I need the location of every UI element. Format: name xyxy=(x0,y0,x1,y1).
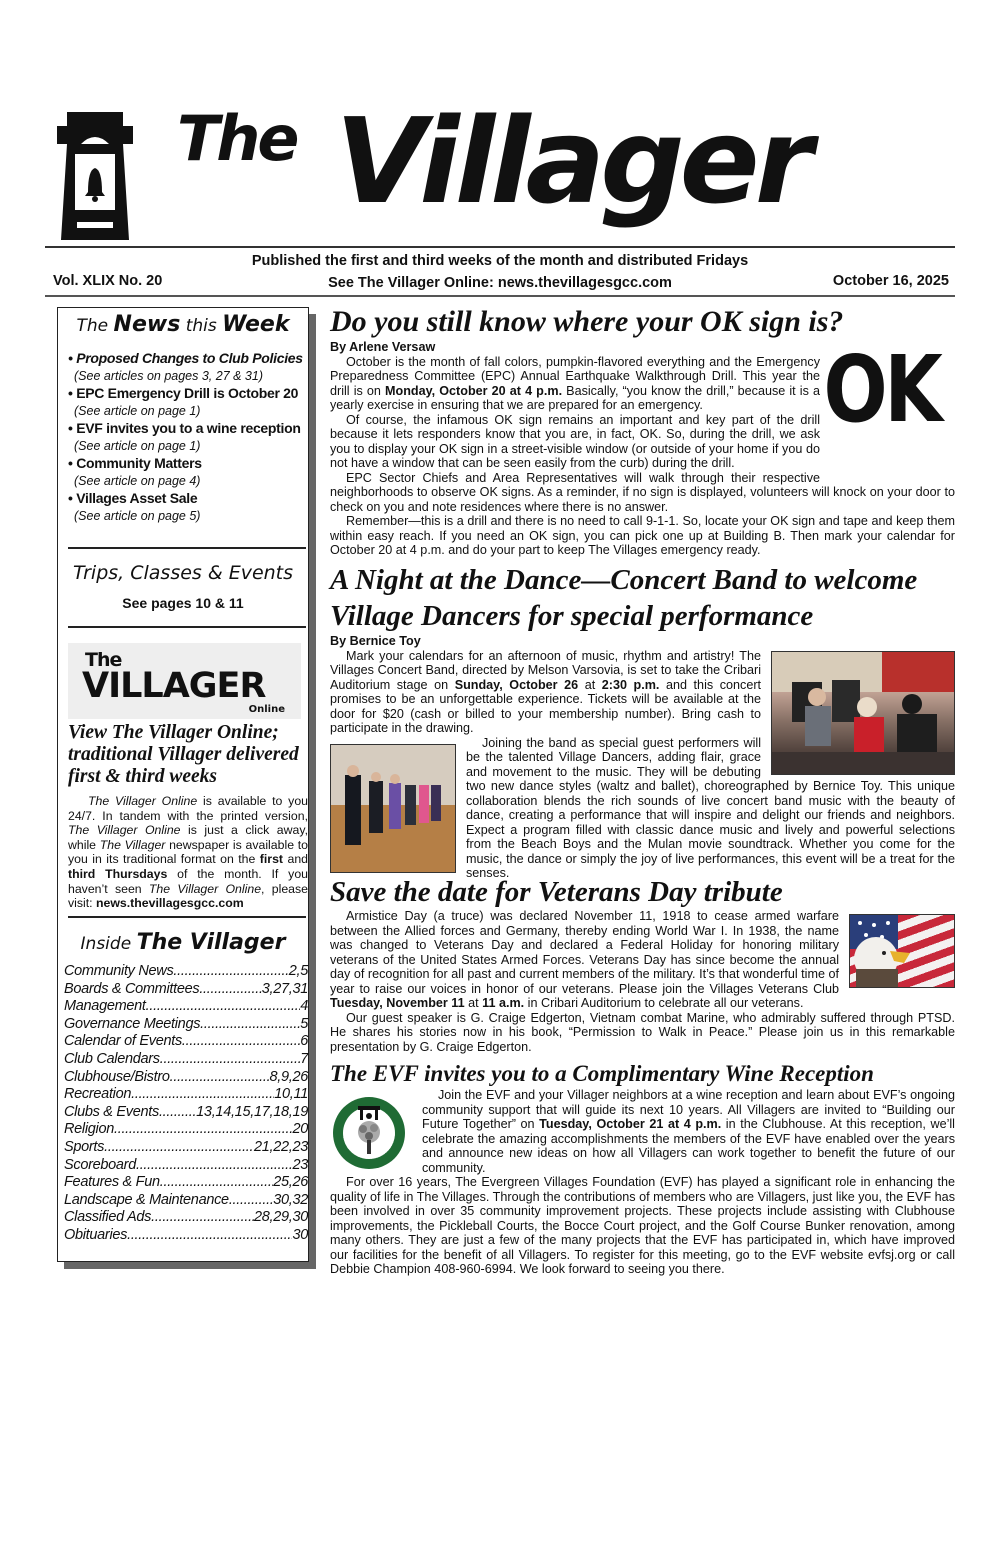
sidebar-box xyxy=(57,307,309,1262)
toc-row[interactable]: Club Calendars ..... 7 xyxy=(64,1051,308,1069)
toc-row[interactable]: Sports ..... 21,22,23 xyxy=(64,1139,308,1157)
article-night-at-the-dance xyxy=(330,562,955,881)
masthead-rule-bottom xyxy=(45,295,955,297)
publication-note: Published the first and third weeks of the month and distributed Fridays xyxy=(251,253,749,269)
sidebar-divider xyxy=(68,626,306,628)
online-body: The Villager Online is available to you 24/7. In tandem with the printed version, The Villager Online is just a click away, while The Villager newspaper is available to you in its traditional format on the first and third Thursdays of the month. If you haven’t seen The Villager Online, please visit: news.thevillagesgcc.com xyxy=(68,794,309,911)
article-body: October is the month of fall colors, pumpkin-flavored everything and the Emergency Preparedness Committee (EPC) Annual Earthquake Walkthrough Drill. This year the drill is on Monday, October 20 at 4 p.m. Basically, “you know the drill,” because it is a yearly exercise in ensuring that we are prepared for an emergency. Of course, the infamous OK sign remains an important and key part of the drill because it lets responders know that you are, in fact, OK. So, during the drill, we ask you to display your OK sign in a street-visible window (or outside of your home if you do not have a window that can be seen easily from the curb) during the drill. EPC Sector Chiefs and Area Representatives will walk through their respective neighborhoods to observe OK signs. As a reminder, if no sign is displayed, volunteers will knock on your door to check on you and note residences where there is no answer. Remember—this is a drill and there is no need to call 9-1-1. So, locate your OK sign and tape and keep them within easy reach. If you need an OK sign, you can pick one up at Building B. Then mark your calendar for October 20 at 4 p.m. and do your part to keep The Villages emergency ready. xyxy=(330,354,955,557)
svg-text:THE EVERGREEN VILLAGES FOUNDAT: THE EVERGREEN VILLAGES FOU xyxy=(341,1132,398,1162)
article-ok-sign xyxy=(330,304,955,558)
article-headline[interactable]: A Night at the Dance—Concert Band to welcome Village Dancers for special performance xyxy=(330,564,918,632)
bell-tower-logo-icon xyxy=(45,112,163,240)
info-bar xyxy=(45,250,955,294)
news-item-ref: (See articles on pages 3, 27 & 31) xyxy=(74,369,264,383)
concert-band-photo-art xyxy=(772,652,954,774)
news-this-week-heading: The News this Week xyxy=(76,312,290,337)
toc-row[interactable]: Features & Fun ..... 25,26 xyxy=(64,1174,308,1192)
volume-number: Vol. XLIX No. 20 xyxy=(53,273,163,289)
news-item-ref: (See article on page 1) xyxy=(74,439,201,453)
toc-row[interactable]: Management ..... 4 xyxy=(64,998,308,1016)
masthead-the: The xyxy=(177,102,297,175)
toc-row[interactable]: Religion ..... 20 xyxy=(64,1121,308,1139)
news-item-ref: (See article on page 5) xyxy=(74,509,201,523)
concert-band-photo xyxy=(771,651,955,775)
toc-row[interactable]: Classified Ads ..... 28,29,30 xyxy=(64,1209,308,1227)
news-item-title[interactable]: • Proposed Changes to Club Policies xyxy=(68,350,303,366)
table-of-contents xyxy=(64,963,308,1245)
article-headline[interactable]: Do you still know where your OK sign is? xyxy=(330,305,844,338)
trips-heading: Trips, Classes & Events xyxy=(72,562,294,584)
online-heading: View The Villager Online; traditional Villager delivered first & third weeks xyxy=(68,722,299,787)
eagle-flag-photo-art xyxy=(850,915,954,987)
article-body: THE EVERGREEN VILLAGES FOU Join the EVF and your Villager neighbors at a wine reception and learn about EVF’s ongoing community support that will guide its next 10 years. All Villagers are invited to “Building our Future Together” on Tuesday, October 21 at 4 p.m. in the Clubhouse. At this reception, we’ll celebrate the amazing accomplishments the members of the EVF have enabled over the years and announce new ideas on how all Villagers can work together to benefit the future of our community. For over 16 years, The Evergreen Villages Foundation (EVF) has played a significant role in enhancing the quality of life in The Villages. Through the contributions of members who are Villagers, just like you, the EVF has been involved in over 35 community improvement projects. These projects include assisting with Clubhouse improvements, the Pickleball Courts, the Bocce Court project, and the Golf Course Bunker renovation, among many others. They are just a few of the many projects that the EVF has participated in, which have improved our facilities for the benefit of all Villagers. To register for this meeting, go to the EVF website evfsj.org or call Debbie Champion 408-960-6994. We look forward to seeing you there. xyxy=(330,1088,955,1276)
toc-row[interactable]: Clubhouse/Bistro ..... 8,9,26 xyxy=(64,1069,308,1087)
news-item-title[interactable]: • Community Matters xyxy=(68,455,202,471)
sidebar-divider xyxy=(68,547,306,549)
news-item-title[interactable]: • EPC Emergency Drill is October 20 xyxy=(68,385,299,401)
toc-row[interactable]: Governance Meetings ..... 5 xyxy=(64,1016,308,1034)
toc-row[interactable]: Clubs & Events ..... 13,14,15,17,18,19 xyxy=(64,1104,308,1122)
village-dancers-photo-art xyxy=(331,745,455,872)
article-byline: By Arlene Versaw xyxy=(330,340,436,354)
news-item-ref: (See article on page 4) xyxy=(74,474,201,488)
online-note: See The Villager Online: news.thevillagesgcc.com xyxy=(328,275,672,291)
villager-online-logo[interactable]: The VILLAGER Online xyxy=(68,643,301,719)
toc-row[interactable]: Calendar of Events ..... 6 xyxy=(64,1033,308,1051)
article-body: Mark your calendars for an afternoon of music, rhythm and artistry! The Villages Concert Band, directed by Melson Varsovia, is set to take the Cribari Auditorium stage on Sunday, October 26 at 2:30 p.m. and this concert promises to be an unforgettable experience. Tickets will be available at the door for $20 (cash or billed to your membership number). Bring cash to participate in the drawing. Joining the band as special guest performers will be the talented Village Dancers, adding flair, grace and movement to the music. They will be debuting two new dance styles (waltz and ballet), choreographed by Bernice Toy. This unique collaboration blends the rich sounds of live concert band music with the beauty of dance, creating a performance that will inspire and delight our friends and neighbors. Expect a program filled with classic dance music and lively and powerful selections from the Beach Boys and the Mulan movie soundtrack. Whether you come for the music, the dance or simply the joy of live performances, this event will be a treat for the senses. xyxy=(330,648,955,880)
evf-foundation-logo-icon xyxy=(332,1096,406,1170)
toc-row[interactable]: Landscape & Maintenance ..... 30,32 xyxy=(64,1192,308,1210)
news-list xyxy=(68,350,308,525)
inside-heading: Inside The Villager xyxy=(80,930,286,955)
article-veterans-day xyxy=(330,875,955,1054)
toc-row[interactable]: Boards & Committees ..... 3,27,31 xyxy=(64,981,308,999)
toc-row[interactable]: Community News ..... 2,5 xyxy=(64,963,308,981)
sidebar-divider xyxy=(68,916,306,918)
toc-row[interactable]: Scoreboard ..... 23 xyxy=(64,1157,308,1175)
article-headline[interactable]: The EVF invites you to a Complimentary Wine Reception xyxy=(330,1061,874,1086)
article-evf-wine-reception xyxy=(330,1060,955,1277)
news-item-title[interactable]: • Villages Asset Sale xyxy=(68,490,198,506)
article-byline: By Bernice Toy xyxy=(330,634,421,648)
masthead-title: Villager xyxy=(335,92,808,230)
news-item-ref: (See article on page 1) xyxy=(74,404,201,418)
eagle-flag-photo xyxy=(849,914,955,988)
trips-pages: See pages 10 & 11 xyxy=(122,595,244,611)
article-body: Armistice Day (a truce) was declared November 11, 1918 to cease armed warfare between the Allied forces and Germany, thereby ending World War I. In 1938, the name was changed to Veterans Day and declared a Federal Holiday for honoring military veterans of the United States Armed Forces. Veterans Day has since become the annual day of recognition for all past and current members of the military. It’s that wonderful time of year to raise our voices in honor of our veterans. Please join the Villages Veterans Club Tuesday, November 11 at 11 a.m. in Cribari Auditorium to celebrate all our veterans. Our guest speaker is G. Craige Edgerton, Vietnam combat Marine, who admirably suffered through PTSD. He shares his stories now in his book, “Permission to Walk in Peace.” Please join us in this remarkable presentation by G. Craige Edgerton. xyxy=(330,909,955,1054)
news-item-title[interactable]: • EVF invites you to a wine reception xyxy=(68,420,301,436)
issue-date: October 16, 2025 xyxy=(832,273,949,289)
masthead-rule-top xyxy=(45,246,955,248)
ok-sign-graphic: OK xyxy=(822,336,939,443)
online-url-link[interactable]: news.thevillagesgcc.com xyxy=(96,896,244,911)
toc-row[interactable]: Obituaries ..... 30 xyxy=(64,1227,308,1245)
article-headline[interactable]: Save the date for Veterans Day tribute xyxy=(330,876,783,908)
toc-row[interactable]: Recreation ..... 10,11 xyxy=(64,1086,308,1104)
masthead xyxy=(45,92,960,243)
village-dancers-photo xyxy=(330,744,456,873)
